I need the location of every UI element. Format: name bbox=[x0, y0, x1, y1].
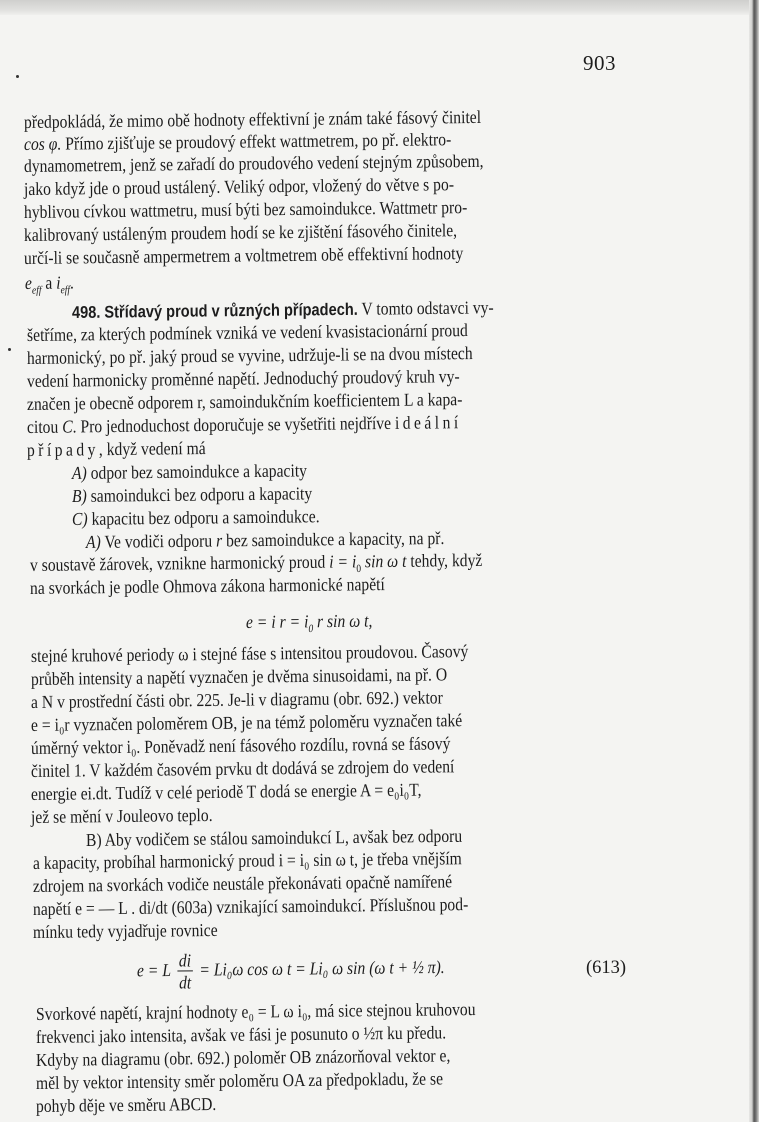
inline-equation: i = i bbox=[329, 551, 357, 572]
text-line: šetříme, za kterých podmínek vzniká ve vedení kvasistacionární proud bbox=[26, 320, 468, 345]
page-edge-shadow bbox=[749, 0, 759, 1122]
text-line: činitel 1. V každém časovém prvku dt dodává se zdrojem do vedení bbox=[30, 756, 455, 781]
text-line: harmonický, po př. jaký proud se vyvine, udržuje-li se na dvou místech bbox=[26, 343, 473, 368]
text-line: jež se mění v Jouleovo teplo. bbox=[30, 804, 213, 827]
page-number: 903 bbox=[583, 51, 616, 75]
text-line: Přímo zjišťuje se proudový effekt wattmetrem, po př. elektro- bbox=[65, 129, 452, 154]
text-line: úměrný vektor i₀. Poněvadž není fásového rozdílu, rovná se fásový bbox=[30, 733, 451, 758]
equation-lhs: e = L bbox=[136, 959, 171, 981]
text-line: a kapacity, probíhal harmonický proud i = i₀ sin ω t, je třeba vnějším bbox=[32, 848, 462, 873]
text-line: kalibrovaný ustáleným proudem hodí se ke zjištění fásového činitele, bbox=[23, 220, 458, 245]
text-line bbox=[86, 528, 445, 553]
text-line: a N v prostřední části obr. 225. Je-li v diagramu (obr. 692.) vektor bbox=[30, 687, 443, 712]
subscript: eff bbox=[60, 284, 71, 297]
text: v soustavě žárovek, vznikne harmonický proud bbox=[29, 551, 330, 575]
text-line: měl by vektor intensity směr poloměru OA za předpokladu, že se bbox=[35, 1068, 444, 1093]
text-line: určí-li se současně ampermetrem a voltmetrem obě effektivní hodnoty bbox=[23, 243, 464, 268]
scan-top-shadow bbox=[0, 0, 759, 15]
cos-phi: cos φ. bbox=[23, 133, 62, 154]
inline-equation: sin ω t bbox=[360, 550, 407, 572]
text-line: značen je obecně odporem r, samoindukčním koefficientem L a kapa- bbox=[26, 389, 463, 414]
case-item-b bbox=[72, 483, 312, 507]
fraction-denominator: dt bbox=[178, 972, 192, 993]
text-line: mínku tedy vyjadřuje rovnice bbox=[32, 919, 218, 942]
case-text: kapacitu bez odporu a samoindukce. bbox=[87, 506, 320, 529]
text-line: průběh intensity a napětí vyznačen je dvěma sinusoidami, na př. O bbox=[30, 664, 448, 689]
equation-number: (613) bbox=[586, 958, 627, 978]
text-line bbox=[30, 550, 483, 579]
case-letter: C) bbox=[71, 508, 88, 529]
text-line bbox=[25, 272, 74, 296]
equation-rhs: = Li₀ω cos ω t = Li₀ ω sin (ω t + ½ π). bbox=[199, 956, 445, 980]
equation-part: e = i r = i bbox=[245, 611, 309, 632]
text-line bbox=[27, 412, 462, 438]
case-item-c bbox=[72, 506, 320, 530]
display-equation bbox=[246, 611, 373, 636]
section-number: 498. bbox=[71, 302, 101, 322]
text: V tomto odstavci vy- bbox=[361, 297, 494, 319]
text: . bbox=[69, 272, 74, 293]
subscript: 0 bbox=[308, 622, 314, 635]
case-item-a bbox=[72, 460, 307, 484]
text-line: energie ei.dt. Tudíž v celé periodě T dodá se energie A = e₀i₀T, bbox=[30, 779, 422, 804]
emphasis-spaced: případy bbox=[26, 439, 99, 460]
case-text: samoindukci bez odporu a kapacity bbox=[86, 483, 313, 506]
display-equation-613 bbox=[137, 949, 445, 993]
text-line: zdrojem na svorkách vodiče neustále překonávati opačně namířené bbox=[32, 871, 453, 896]
text: tehdy, když bbox=[406, 549, 483, 571]
text-line: vedení harmonicky proměnné napětí. Jednoduchý proudový kruh vy- bbox=[26, 366, 460, 391]
text-line: Svorkové napětí, krajní hodnoty e₀ = L ω i₀, má sice stejnou kruhovou bbox=[35, 999, 476, 1024]
text-line: e = i₀r vyznačen poloměrem OB, je na témž poloměru vyznačen také bbox=[30, 710, 463, 735]
section-heading-line bbox=[72, 297, 494, 323]
fraction-numerator: di bbox=[178, 950, 192, 971]
symbol-C: C bbox=[62, 416, 73, 437]
text-line: B) Aby vodičem se stálou samoindukcí L, avšak bez odporu bbox=[85, 825, 463, 850]
section-title: Střídavý proud v různých případech. bbox=[104, 299, 358, 322]
scan-speck bbox=[8, 348, 11, 351]
emphasis-spaced: ideální bbox=[394, 412, 462, 433]
text-line: jako když jde o proud ustálený. Veliký odpor, vložený do větve s po- bbox=[23, 174, 455, 199]
symbol-r: r bbox=[215, 530, 223, 551]
text: . Pro jednoduchost doporučuje se vyšetřiti nejdříve bbox=[72, 412, 396, 437]
text-line: Kdyby na diagramu (obr. 692.) poloměr OB znázorňoval vektor e, bbox=[35, 1045, 451, 1070]
text: a bbox=[41, 272, 57, 293]
text: citou bbox=[26, 416, 63, 437]
case-text: odpor bez samoindukce a kapacity bbox=[86, 460, 308, 483]
text-line: dynamometrem, jenž se zařadí do proudového vedení stejným způsobem, bbox=[23, 150, 484, 176]
text-line: na svorkách je podle Ohmova zákona harmonické napětí bbox=[29, 574, 385, 598]
symbol-e: e bbox=[24, 272, 33, 293]
scan-speck bbox=[16, 75, 19, 78]
case-letter: A) bbox=[71, 462, 87, 483]
text-line: předpokládá, že mimo obě hodnoty effektivní je znám také fásový činitel bbox=[23, 106, 482, 132]
symbol-i: i bbox=[56, 272, 61, 293]
case-letter: A) bbox=[85, 531, 101, 552]
subscript: 0 bbox=[356, 562, 362, 575]
text-line: hyblivou cívkou wattmetru, musí býti bez samoindukce. Wattmetr pro- bbox=[23, 197, 468, 222]
text: bez samoindukce a kapacity, na př. bbox=[222, 528, 445, 551]
text-line: pohyb děje ve směru ABCD. bbox=[35, 1093, 217, 1116]
text-line: stejné kruhové periody ω i stejné fáse s intensitou proudovou. Časový bbox=[30, 641, 469, 666]
subscript: eff bbox=[31, 284, 42, 297]
text-line: frekvenci jako intensita, avšak ve fási je posunuto o ½π ku předu. bbox=[35, 1022, 447, 1047]
text-line: napětí e = — L . di/dt (603a) vznikající samoindukcí. Příslušnou pod- bbox=[32, 894, 469, 919]
text: Ve vodiči odporu bbox=[100, 530, 217, 552]
equation-part: r sin ω t, bbox=[313, 610, 373, 632]
fraction-di-dt bbox=[177, 951, 193, 992]
text-line bbox=[27, 438, 206, 461]
case-letter: B) bbox=[71, 485, 87, 506]
text: , když vedení má bbox=[98, 438, 206, 460]
